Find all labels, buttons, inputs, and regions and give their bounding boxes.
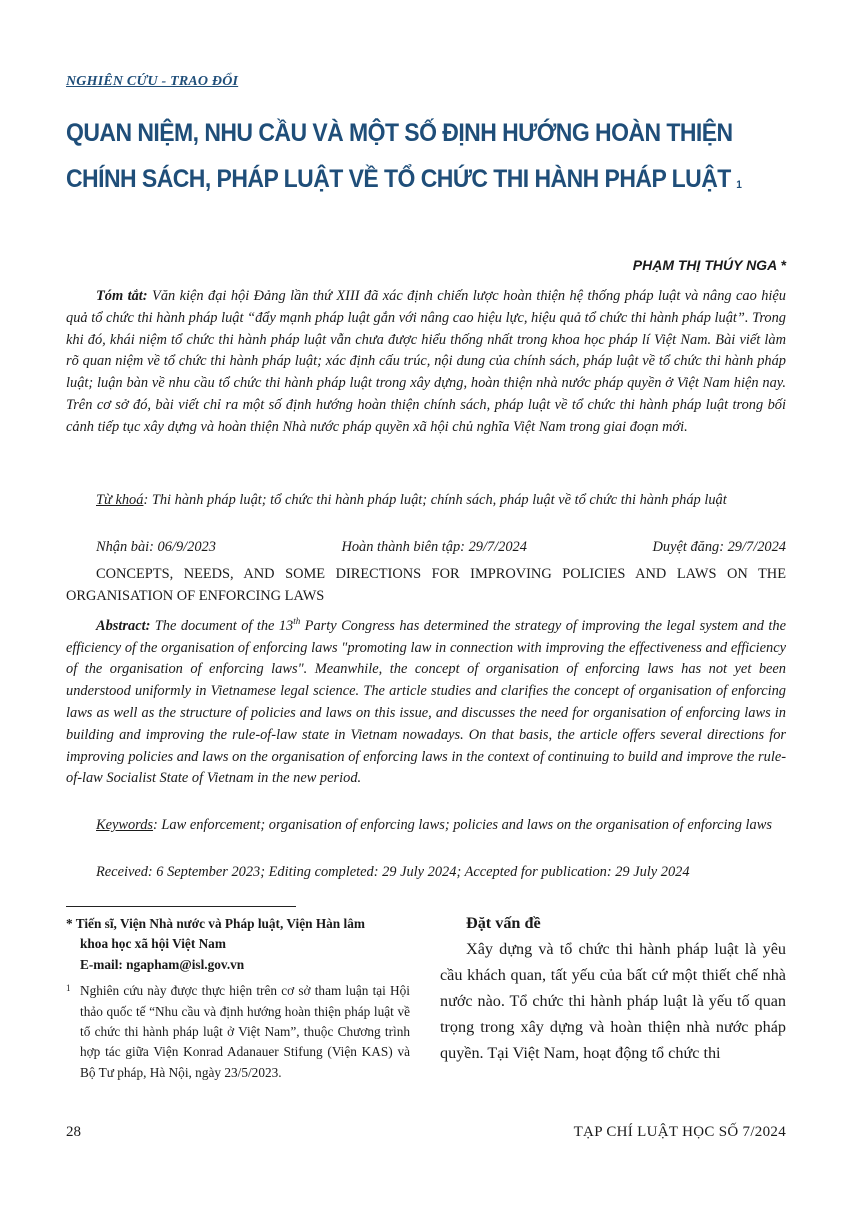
section-label: NGHIÊN CỨU - TRAO ĐỔI: [66, 74, 239, 89]
research-footnote: [66, 981, 410, 1083]
page-number: 28: [66, 1124, 81, 1140]
article-title: [66, 110, 747, 202]
footnote-divider: [66, 906, 296, 907]
en-abstract-sup: th: [293, 616, 301, 626]
title-line-2: CHÍNH SÁCH, PHÁP LUẬT VỀ TỔ CHỨC THI HÀNH PHÁP LUẬT $^1$: [66, 165, 742, 193]
en-abstract-label: Abstract:: [96, 617, 151, 634]
en-dates: Received: 6 September 2023; Editing completed: 29 July 2024; Accepted for publication: 29 July 2024: [96, 864, 690, 880]
en-abstract: [66, 611, 786, 790]
footnotes: [66, 914, 410, 1083]
vi-received-date: Nhận bài: 06/9/2023: [96, 539, 216, 555]
vi-keywords: [66, 490, 786, 512]
body-column: [440, 910, 786, 1066]
author-affiliation-2: khoa học xã hội Việt Nam: [80, 936, 226, 952]
vi-accepted-date: Duyệt đăng: 29/7/2024: [652, 539, 786, 555]
body-paragraph: Xây dựng và tổ chức thi hành pháp luật là yêu cầu khách quan, tất yếu của bất cứ một thiết chế nhà nước nào. Tổ chức thi hành pháp luật là yếu tố quan trọng trong xây dựng và hoàn thiện nhà nước pháp quyền. Tại Việt Nam, hoạt động tổ chức thi: [440, 940, 786, 1062]
en-abstract-text-1: The document of the 13: [150, 617, 294, 634]
en-keywords-label: Keywords: [96, 817, 154, 833]
author-name: PHẠM THỊ THÚY NGA *: [632, 257, 786, 273]
section-heading: Đặt vấn đề: [466, 914, 541, 932]
en-abstract-text-2: Party Congress has determined the strategy of improving the legal system and the efficiency of the organisation of enforcing laws "promoting law in connection with improving the effectiveness and efficiency of the organisation of enforcing laws". Meanwhile, the concept of organisation of enforcing laws has not yet been understood uniformly in Vietnamese legal science. The article studies and clarifies the concept of organisation of enforcing laws as well as the structure of policies and laws on this issue, and discusses the need for organisation of enforcing laws in building and improving the rule-of-law state in Vietnam nowadays. On that basis, the article offers several directions for improving policies and laws on the organisation of enforcing laws in the context of continuing to build and improve the rule-of-law Socialist State of Vietnam in the new period.: [66, 617, 786, 787]
vi-abstract-text: Văn kiện đại hội Đảng lần thứ XIII đã xác định chiến lược hoàn thiện hệ thống pháp luật và nâng cao hiệu quả tổ chức thi hành pháp luật “đẩy mạnh pháp luật gắn với nâng cao hiệu lực, hiệu quả tổ chức thi hành pháp luật”. Trong khi đó, khái niệm tổ chức thi hành pháp luật vẫn chưa được hiểu thống nhất trong khoa học pháp lí Việt Nam. Bài viết làm rõ quan niệm về tổ chức thi hành pháp luật; xác định cấu trúc, nội dung của chính sách, pháp luật về tổ chức thi hành pháp luật; luận bàn về nhu cầu tổ chức thi hành pháp luật trong xây dựng, hoàn thiện nhà nước pháp quyền ở Việt Nam hiện nay. Trên cơ sở đó, bài viết chỉ ra một số định hướng hoàn thiện chính sách, pháp luật về tổ chức thi hành pháp luật trong bối cảnh tiếp tục xây dựng và hoàn thiện Nhà nước pháp quyền xã hội chủ nghĩa Việt Nam trong giai đoạn mới.: [66, 288, 786, 435]
author-affiliation-1: * Tiến sĩ, Viện Nhà nước và Pháp luật, Viện Hàn lâm: [66, 916, 365, 931]
english-title: CONCEPTS, NEEDS, AND SOME DIRECTIONS FOR IMPROVING POLICIES AND LAWS ON THE ORGANISATION OF ENFORCING LAWS: [66, 566, 786, 604]
journal-name: TẠP CHÍ LUẬT HỌC SỐ 7/2024: [573, 1124, 786, 1140]
vi-dates: [96, 539, 786, 556]
vi-abstract-label: Tóm tắt:: [96, 288, 148, 304]
vi-keywords-label: Từ khoá: [96, 492, 144, 508]
en-keywords: [66, 815, 786, 837]
en-keywords-text: : Law enforcement; organisation of enforcing laws; policies and laws on the organisation of enforcing laws: [153, 817, 772, 833]
footnote-text: Nghiên cứu này được thực hiện trên cơ sở tham luận tại Hội thảo quốc tế “Nhu cầu và định hướng hoàn thiện pháp luật về tổ chức thi hành pháp luật ở Việt Nam”, thuộc Chương trình hợp tác giữa Viện Konrad Adanauer Stifung (Viện KAS) và Bộ Tư pháp, Hà Nội, ngày 23/5/2023.: [80, 983, 410, 1080]
vi-abstract: [66, 286, 786, 439]
title-line-1: QUAN NIỆM, NHU CẦU VÀ MỘT SỐ ĐỊNH HƯỚNG HOÀN THIỆN: [66, 119, 733, 147]
footnote-mark: 1: [66, 983, 71, 994]
author-email: E-mail: ngapham@isl.gov.vn: [80, 956, 245, 972]
vi-editing-date: Hoàn thành biên tập: 29/7/2024: [341, 539, 527, 555]
vi-keywords-text: : Thi hành pháp luật; tổ chức thi hành pháp luật; chính sách, pháp luật về tổ chức thi hành pháp luật: [143, 492, 727, 508]
author-footnote: [66, 914, 410, 975]
title-footnote-mark: 1: [736, 179, 742, 191]
